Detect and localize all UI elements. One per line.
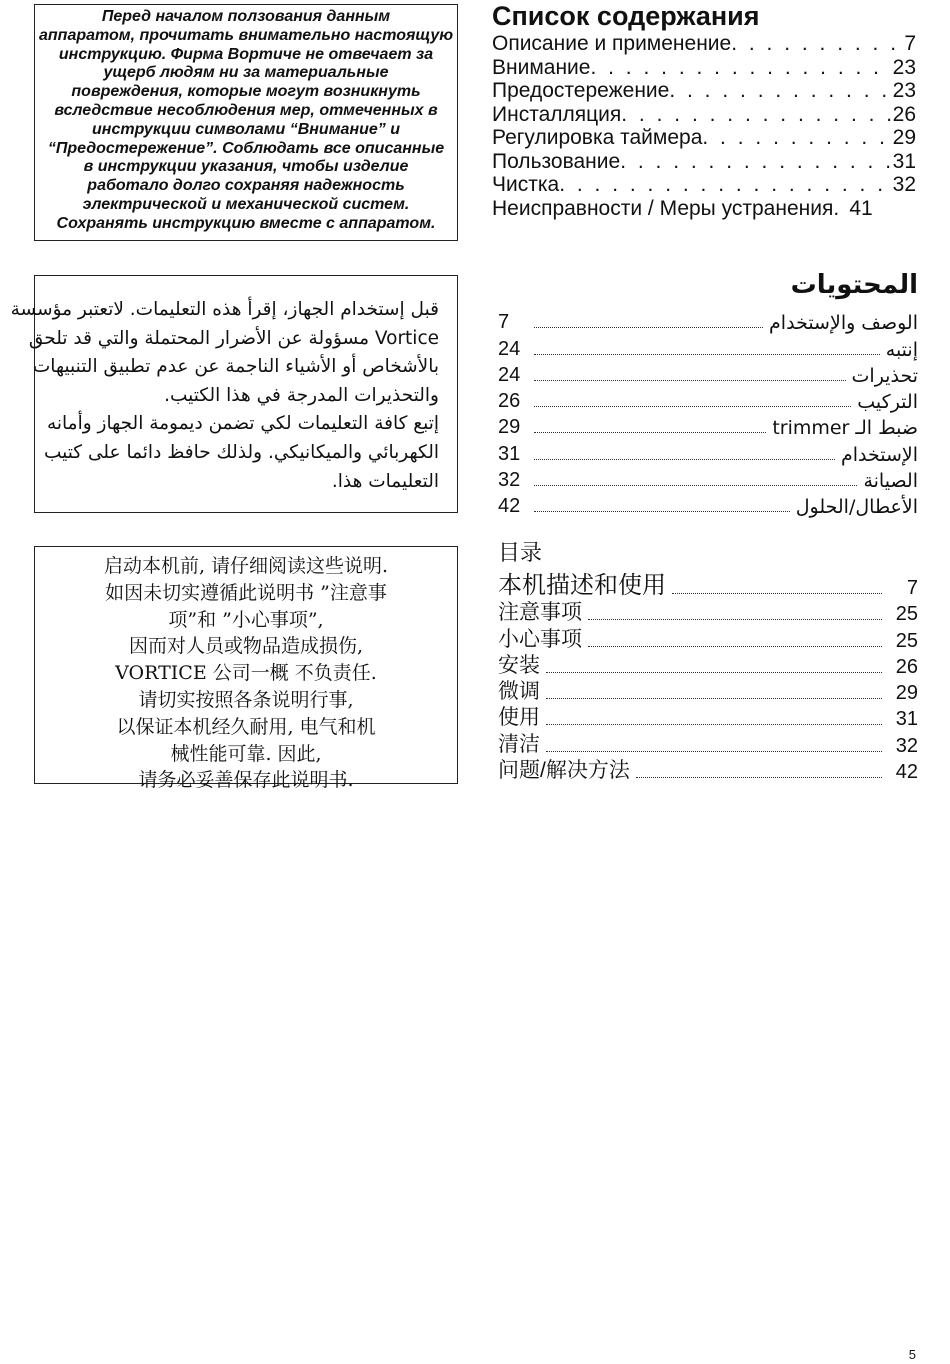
toc-entry-label: ضبط الـ trimmer	[772, 417, 918, 440]
toc-entry-page: 29	[498, 416, 521, 439]
toc-entry-label: تحذيرات	[851, 364, 918, 387]
toc-entry-page: 25	[895, 629, 918, 652]
arabic-notice-box	[10, 275, 458, 513]
chinese-notice-box	[34, 546, 458, 792]
toc-entry-page: 31	[892, 149, 916, 173]
notice-line: VORTICE 公司一概 不负责任.	[115, 662, 377, 685]
notice-line: инструкцию. Фирма Вортиче не отвечает за	[58, 45, 434, 63]
toc-leader	[534, 406, 851, 407]
toc-entry-page: 29	[892, 126, 916, 149]
toc-leader	[588, 646, 882, 647]
toc-entry-label: Инсталляция	[492, 102, 622, 126]
toc-entry[interactable]	[492, 32, 916, 56]
toc-entry[interactable]	[492, 173, 916, 197]
russian-notice-text	[39, 8, 453, 234]
notice-line: “Предостережение”. Соблюдать все описанные	[47, 139, 445, 157]
toc-entry-page: 7	[904, 32, 916, 55]
toc-entry-label: 小心事项	[498, 627, 582, 651]
toc-entry[interactable]	[492, 56, 916, 80]
toc-entry[interactable]	[498, 308, 918, 334]
notice-line: 械性能可靠. 因此,	[170, 742, 322, 765]
toc-leader	[546, 672, 882, 673]
notice-line: 请务必妥善保存此说明书.	[138, 769, 354, 792]
toc-leader	[534, 380, 846, 381]
notice-line: قبل إستخدام الجهاز، إقرأ هذه التعليمات. لاتعتبر مؤسسة	[10, 299, 439, 320]
toc-entry-label: الصيانة	[863, 470, 918, 493]
toc-entry-page: 23	[892, 55, 916, 79]
toc-leader	[620, 150, 890, 174]
toc-entry-page: 26	[892, 102, 916, 126]
toc-leader	[534, 432, 766, 433]
notice-line: 因而对人员或物品造成损伤,	[128, 635, 364, 658]
toc-leader	[621, 103, 890, 127]
toc-entry-label: 本机描述和使用	[498, 572, 666, 599]
toc-leader	[546, 698, 882, 699]
toc-entry[interactable]	[498, 387, 918, 413]
toc-entry[interactable]	[498, 361, 918, 387]
toc-entry[interactable]	[498, 413, 918, 439]
toc-entry-label: التركيب	[857, 391, 918, 414]
toc-entry-label: الإستخدام	[840, 443, 918, 466]
toc-entry[interactable]	[498, 758, 918, 784]
toc-entry[interactable]	[498, 334, 918, 360]
toc-entry[interactable]	[498, 653, 918, 679]
toc-leader	[534, 485, 857, 486]
russian-table-of-contents	[492, 0, 916, 220]
notice-line: аппаратом, прочитать внимательно настоящую	[39, 26, 454, 44]
toc-leader	[534, 327, 763, 328]
toc-entry-label: Описание и применение	[492, 32, 732, 55]
toc-entry-page: 26	[498, 390, 521, 413]
notice-line: 项”和 ”小心事项”,	[168, 608, 324, 631]
toc-entry-page: 7	[498, 311, 510, 334]
notice-line: 以保证本机经久耐用, 电气和机	[116, 715, 376, 738]
toc-leader	[731, 32, 902, 56]
toc-entry[interactable]	[498, 492, 918, 518]
toc-entry-page: 32	[498, 469, 521, 492]
chinese-notice-text	[39, 553, 453, 794]
toc-entry[interactable]	[492, 103, 916, 127]
toc-entry-page: 32	[895, 734, 918, 757]
russian-notice-box	[34, 4, 458, 241]
toc-entry-label: Регулировка таймера	[492, 126, 703, 149]
notice-line: в инструкции указания, чтобы изделие	[83, 158, 409, 176]
notice-line: работало долго сохраняя надежность	[87, 177, 405, 195]
toc-entry-label: 微调	[498, 680, 540, 704]
toc-leader	[833, 197, 847, 221]
toc-entry-label: الوصف والإستخدام	[769, 312, 918, 335]
toc-entry[interactable]	[498, 705, 918, 731]
notice-line: Vortice مسؤولة عن الأضرار المحتملة والتي قد تلحق	[28, 327, 439, 349]
toc-entry-label: 安装	[498, 653, 540, 677]
toc-entry-page: 42	[895, 761, 918, 784]
arabic-notice-text	[10, 296, 439, 496]
toc-entry[interactable]	[492, 150, 916, 174]
toc-entry[interactable]	[498, 466, 918, 492]
toc-entry[interactable]	[492, 79, 916, 103]
toc-leader	[590, 56, 890, 80]
toc-leader	[702, 126, 890, 150]
notice-line: электрической и механической систем.	[82, 195, 410, 213]
toc-entry-label: 使用	[498, 706, 540, 730]
toc-entry-page: 26	[895, 655, 918, 678]
toc-entry-page: 32	[892, 173, 916, 196]
notice-line: ущерб людям ни за материальные	[103, 64, 389, 82]
notice-line: повреждения, которые могут возникнуть	[71, 83, 421, 101]
toc-entry-page: 24	[498, 337, 521, 360]
notice-line: Сохранять инструкцию вместе с аппаратом.	[56, 214, 436, 232]
toc-entry-page: 31	[895, 708, 918, 731]
arabic-table-of-contents	[498, 268, 918, 518]
toc-entry-label: Чистка	[492, 173, 560, 196]
toc-entry-label: Предостережение	[492, 79, 670, 102]
russian-toc-title: Список содержания	[492, 1, 760, 31]
toc-entry-page: 29	[895, 682, 918, 705]
toc-entry-label: Внимание	[492, 55, 591, 79]
chinese-table-of-contents	[498, 540, 918, 784]
toc-leader	[672, 593, 882, 594]
notice-line: والتحذيرات المدرجة في هذا الكتيب.	[164, 384, 439, 406]
toc-entry-label: 注意事项	[498, 601, 582, 625]
notice-line: التعليمات هذا.	[331, 470, 439, 492]
toc-leader	[588, 619, 882, 620]
toc-entry[interactable]	[498, 626, 918, 652]
toc-entry-page: 25	[895, 603, 918, 626]
toc-entry[interactable]	[492, 126, 916, 150]
toc-leader	[546, 751, 882, 752]
notice-line: инструкции символами “Внимание” и	[92, 120, 400, 138]
toc-entry-label: إنتبه	[885, 338, 918, 361]
notice-line: الكهربائي والميكانيكي. ولذلك حافظ دائما على كتيب	[43, 441, 439, 463]
toc-leader	[534, 511, 790, 512]
toc-entry-label: Неисправности / Меры устранения	[492, 196, 834, 220]
toc-leader	[559, 173, 890, 197]
toc-entry-page: 23	[892, 79, 916, 102]
notice-line: вследствие несоблюдения мер, отмеченных в	[54, 101, 438, 119]
notice-line: 启动本机前, 请仔细阅读这些说明.	[103, 555, 389, 577]
toc-entry-page: 31	[498, 442, 521, 465]
notice-line: إتبع كافة التعليمات لكي تضمن ديمومة الجهاز وأمانه	[46, 413, 439, 435]
toc-entry-label: الأعطال/الحلول	[795, 496, 918, 519]
toc-entry-label: 问题/解决方法	[498, 759, 630, 783]
chinese-toc-title: 目录	[498, 541, 543, 566]
toc-entry[interactable]	[492, 197, 916, 221]
toc-entry-page: 42	[498, 495, 521, 518]
toc-entry-page: 7	[906, 577, 918, 599]
toc-leader	[534, 459, 835, 460]
toc-entry[interactable]	[498, 679, 918, 705]
arabic-toc-title: المحتويات	[790, 270, 918, 300]
toc-leader	[546, 724, 882, 725]
notice-line: بالأشخاص أو الأشياء الناجمة عن عدم تطبيق التنبيهات	[32, 356, 439, 378]
toc-entry-page: 41	[849, 196, 873, 220]
toc-leader	[669, 79, 890, 103]
toc-entry[interactable]	[498, 568, 918, 600]
toc-entry-label: Пользование	[492, 149, 621, 173]
page-number: 5	[908, 1347, 916, 1362]
toc-entry-label: 清洁	[498, 732, 540, 756]
toc-leader	[636, 777, 882, 778]
notice-line: 请切实按照各条说明行事,	[138, 688, 354, 711]
toc-entry[interactable]	[498, 439, 918, 465]
notice-line: Перед началом ползования данным	[101, 8, 391, 25]
toc-entry-page: 24	[498, 363, 521, 386]
notice-line: 如因未切实遵循此说明书 ”注意事	[105, 581, 387, 604]
toc-leader	[534, 354, 880, 355]
